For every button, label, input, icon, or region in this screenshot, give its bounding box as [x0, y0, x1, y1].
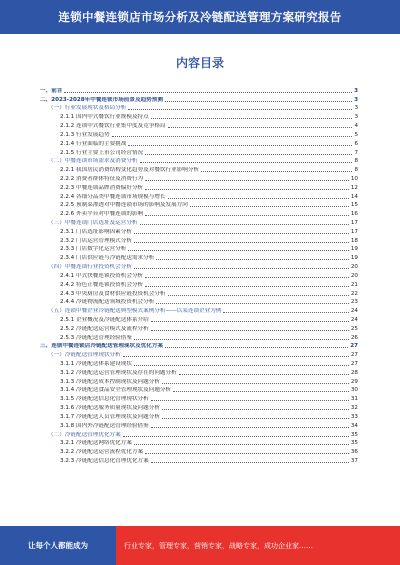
toc-entry-title: 2.5.1 企业概况及冷链配送体系介绍	[60, 316, 149, 323]
toc-dot-leader	[140, 162, 353, 163]
toc-entry-page: 12	[350, 184, 358, 191]
toc-heading: 内容目录	[175, 56, 224, 70]
toc-dot-leader	[162, 383, 349, 384]
toc-entry-title: 2.3.3 门店数字化运营分析	[60, 246, 127, 253]
toc-dot-leader	[123, 436, 349, 437]
toc-subsection[interactable]	[40, 386, 358, 395]
toc-entry-title: 3.1.2 冷链配送运营管理现状及存在的问题分析	[60, 369, 177, 376]
toc-dot-leader	[134, 242, 349, 243]
toc-dot-leader	[64, 92, 352, 93]
toc-entry-page: 4	[354, 123, 358, 130]
toc-dot-leader	[179, 374, 349, 375]
toc-entry-title: 2.3.4 门店供应链与冷链配送需求分析	[60, 255, 155, 262]
toc-section[interactable]	[40, 218, 358, 227]
toc-entry-page: 3	[354, 96, 358, 103]
toc-subsection[interactable]	[40, 439, 358, 448]
toc-subsection[interactable]	[40, 139, 358, 148]
toc-entry-title: 2.1.1 国内中式餐饮行业规模及特点	[60, 114, 149, 121]
toc-subsection[interactable]	[40, 324, 358, 333]
toc-dot-leader	[145, 180, 349, 181]
footer-banner	[0, 526, 400, 565]
toc-entry-title: 2.2.5 预制菜渗透对中餐连锁市场的影响及发展方向	[60, 202, 188, 209]
toc-section[interactable]	[40, 262, 358, 271]
toc-subsection[interactable]	[40, 148, 358, 157]
toc-dot-leader	[128, 145, 352, 146]
toc-entry-page: 31	[350, 396, 358, 403]
toc-section[interactable]	[40, 350, 358, 359]
toc-subsection[interactable]	[40, 315, 358, 324]
toc-entry-title: 3.1.8 国内外冷链配送管理经验借鉴	[60, 422, 149, 429]
toc-entry-page: 14	[350, 193, 358, 200]
toc-subsection[interactable]	[40, 183, 358, 192]
toc-subsection[interactable]	[40, 456, 358, 465]
footer-slogan-left: 让每个人都能成为	[0, 526, 116, 565]
toc-dot-leader	[151, 118, 353, 119]
toc-dot-leader	[151, 462, 349, 463]
toc-entry-title: 二、2023-2028年中餐连锁市场前景及趋势预测	[40, 96, 163, 103]
toc-entry-page: 27	[350, 361, 358, 367]
toc-dot-leader	[151, 330, 349, 331]
toc-subsection[interactable]	[40, 130, 358, 139]
toc-entry-page: 7	[354, 149, 358, 156]
toc-dot-leader	[134, 444, 349, 445]
toc-entry-page: 19	[350, 246, 358, 253]
toc-entry-page: 16	[350, 211, 358, 218]
toc-entry-title: 2.2.2 消费者群体特征及消费行为	[60, 175, 144, 182]
toc-entry-page: 25	[350, 325, 358, 332]
toc-entry-title: 2.2.1 我国居民消费结构变化趋势及对餐饮行业影响分析	[60, 167, 200, 174]
toc-entry-title: （二）冷链配送管理优化方案	[48, 431, 121, 438]
toc-entry-page: 27	[350, 352, 358, 359]
toc-entry-title: （一）行业发展现状及格局分析	[48, 105, 127, 112]
toc-dot-leader	[145, 286, 349, 287]
toc-subsection[interactable]	[40, 368, 358, 377]
toc-dot-leader	[145, 154, 352, 155]
toc-dot-leader	[145, 215, 349, 216]
toc-dot-leader	[112, 136, 353, 137]
toc-entry-title: 3.1.6 冷链配送服务质量现状及问题分析	[60, 405, 160, 412]
toc-entry-page: 8	[354, 167, 358, 174]
toc-entry-page: 34	[350, 422, 358, 429]
toc-dot-leader	[123, 356, 349, 357]
toc-entry-page: 8	[354, 158, 358, 165]
toc-entry-title: 3.1.4 冷链配送食品安全管理现状及问题分析	[60, 387, 172, 394]
toc-dot-leader	[156, 303, 349, 304]
toc-subsection[interactable]	[40, 421, 358, 430]
toc-dot-leader	[190, 206, 349, 207]
toc-entry-title: 2.1.4 行业面临的主要挑战	[60, 140, 127, 147]
toc-entry-title: （四）中餐连锁行业投资机会分析	[48, 264, 132, 271]
toc-subsection[interactable]	[40, 447, 358, 456]
toc-dot-leader	[173, 391, 349, 392]
toc-subsection[interactable]	[40, 377, 358, 386]
toc-entry-page: 21	[350, 281, 358, 288]
toc-entry-page: 10	[350, 175, 358, 182]
toc-dot-leader	[145, 189, 349, 190]
toc-entry-page: 35	[350, 431, 358, 438]
toc-dot-leader	[128, 250, 349, 251]
toc-dot-leader	[134, 365, 349, 366]
toc-subsection[interactable]	[40, 201, 358, 210]
toc-dot-leader	[223, 312, 348, 313]
toc-entry-page: 19	[350, 255, 358, 262]
toc-entry-title: 3.2.3 冷链配送信息化管理优化方案	[60, 457, 149, 464]
toc-section[interactable]	[40, 430, 358, 439]
toc-entry-page: 29	[350, 378, 358, 385]
toc-subsection[interactable]	[40, 359, 358, 368]
toc-entry-page: 37	[350, 457, 358, 464]
toc-entry-page: 17	[350, 228, 358, 235]
toc-entry-title: 2.3.2 门店运营管理模式分析	[60, 237, 132, 244]
table-of-contents	[40, 86, 358, 465]
toc-dot-leader	[134, 339, 349, 340]
toc-dot-leader	[128, 109, 352, 110]
toc-dot-leader	[162, 409, 349, 410]
toc-subsection[interactable]	[40, 245, 358, 254]
toc-dot-leader	[151, 400, 349, 401]
toc-subsection[interactable]	[40, 192, 358, 201]
toc-entry-title: （五）连锁中餐企业冷链配送典型模式案例分析——以某连锁企业为例	[48, 308, 222, 315]
toc-entry-title: 2.2.6 外卖平台对中餐连锁的影响	[60, 211, 144, 218]
toc-entry-title: （二）中餐连锁市场需求及消费分析	[48, 158, 138, 165]
toc-entry-title: 2.3.1 门店选址影响因素分析	[60, 228, 132, 235]
toc-entry-page: 24	[350, 308, 358, 315]
footer-slogan-right: 行业专家，管理专家，营销专家，战略专家，成功企业家……	[116, 526, 400, 565]
toc-subsection[interactable]	[40, 289, 358, 298]
toc-dot-leader	[156, 259, 349, 260]
toc-entry-page: 3	[354, 105, 358, 112]
toc-section[interactable]	[40, 104, 358, 113]
toc-subsection[interactable]	[40, 298, 358, 307]
toc-entry-page: 20	[350, 264, 358, 271]
toc-subsection[interactable]	[40, 403, 358, 412]
toc-dot-leader	[165, 101, 352, 102]
toc-entry-page: 28	[350, 369, 358, 376]
toc-section[interactable]	[40, 157, 358, 166]
toc-entry-page: 22	[350, 290, 358, 297]
toc-entry-title: 2.2.4 各细分品类中餐连锁市场规模与增长	[60, 193, 166, 200]
toc-entry-page: 36	[350, 449, 358, 456]
toc-dot-leader	[162, 418, 349, 419]
toc-entry-page: 27	[350, 343, 358, 350]
toc-entry-title: （一）冷链配送管理现状分析	[48, 352, 121, 359]
toc-dot-leader	[168, 127, 353, 128]
toc-subsection[interactable]	[40, 174, 358, 183]
toc-entry-page: 15	[350, 202, 358, 209]
toc-entry-title: 3.2.2 冷链配送运营流程优化方案	[60, 449, 144, 456]
toc-dot-leader	[134, 268, 349, 269]
toc-entry-title: 2.4.3 中央厨房及食材供应链投资机会分析	[60, 290, 166, 297]
toc-subsection[interactable]	[40, 394, 358, 403]
toc-entry-page: 18	[350, 237, 358, 244]
toc-entry-page: 26	[350, 334, 358, 341]
toc-entry-page: 3	[354, 114, 358, 121]
toc-entry-page: 5	[354, 131, 358, 138]
toc-entry-title: 2.1.3 行业发展趋势	[60, 131, 110, 138]
toc-chapter[interactable]	[40, 342, 358, 351]
toc-dot-leader	[151, 427, 349, 428]
toc-entry-title: （三）中餐连锁门店选址及运营分析	[48, 220, 138, 226]
toc-entry-title: 3.1.5 冷链配送信息化管理现状分析	[60, 396, 149, 403]
toc-entry-title: 2.5.3 冷链配送管理经验借鉴	[60, 334, 132, 341]
toc-entry-page: 35	[350, 440, 358, 447]
toc-entry-page: 3	[354, 87, 358, 94]
toc-dot-leader	[145, 277, 349, 278]
toc-entry-title: 3.1.1 冷链配送体系建设现状	[60, 361, 132, 367]
toc-subsection[interactable]	[40, 112, 358, 121]
toc-subsection[interactable]	[40, 121, 358, 130]
toc-entry-page: 30	[350, 387, 358, 394]
toc-entry-title: 3.1.7 冷链配送人员管理现状及问题分析	[60, 413, 160, 420]
toc-entry-page: 32	[350, 405, 358, 412]
toc-dot-leader	[168, 198, 349, 199]
toc-dot-leader	[140, 224, 349, 225]
toc-chapter[interactable]	[40, 86, 358, 95]
toc-entry-page: 33	[350, 413, 358, 420]
toc-entry-title: 2.1.2 连锁中式餐饮行业集中度及竞争格局	[60, 123, 166, 130]
toc-entry-title: 2.4.2 特色正餐连锁投资机会分析	[60, 281, 144, 288]
toc-entry-title: 2.5.2 冷链配送运营模式及流程分析	[60, 325, 149, 332]
toc-entry-title: 2.4.4 冷链物流配送领域投资机会分析	[60, 299, 155, 306]
toc-entry-title: 3.1.3 冷链配送成本控制现状及问题分析	[60, 378, 160, 385]
toc-subsection[interactable]	[40, 227, 358, 236]
toc-section[interactable]	[40, 306, 358, 315]
toc-subsection[interactable]	[40, 333, 358, 342]
report-title: 连锁中餐连锁店市场分析及冷链配送管理方案研究报告	[58, 10, 342, 24]
toc-dot-leader	[145, 453, 349, 454]
toc-entry-title: 2.4.1 中式快餐连锁投资机会分析	[60, 272, 144, 279]
toc-entry-page: 23	[350, 299, 358, 306]
toc-dot-leader	[201, 171, 352, 172]
report-header	[0, 0, 400, 34]
toc-subsection[interactable]	[40, 165, 358, 174]
toc-subsection[interactable]	[40, 280, 358, 289]
toc-subsection[interactable]	[40, 253, 358, 262]
toc-subsection[interactable]	[40, 236, 358, 245]
toc-dot-leader	[165, 347, 348, 348]
toc-subsection[interactable]	[40, 412, 358, 421]
toc-entry-page: 6	[354, 140, 358, 147]
toc-entry-title: 2.2.3 中餐连锁品牌消费偏好分析	[60, 184, 144, 191]
toc-entry-page: 24	[350, 316, 358, 323]
toc-entry-page: 20	[350, 272, 358, 279]
toc-dot-leader	[168, 295, 349, 296]
toc-subsection[interactable]	[40, 271, 358, 280]
toc-entry-title: 2.1.5 行业主要上市公司经营情况	[60, 149, 144, 156]
toc-entry-title: 一、前言	[40, 87, 63, 94]
toc-subsection[interactable]	[40, 209, 358, 218]
toc-entry-page: 17	[350, 220, 358, 226]
toc-dot-leader	[134, 233, 349, 234]
toc-entry-title: 三、连锁中餐连锁店冷链配送管理现状及优化方案	[40, 343, 164, 350]
toc-entry-title: 3.2.1 冷链配送网络优化方案	[60, 440, 132, 447]
toc-dot-leader	[151, 321, 349, 322]
toc-chapter[interactable]	[40, 95, 358, 104]
